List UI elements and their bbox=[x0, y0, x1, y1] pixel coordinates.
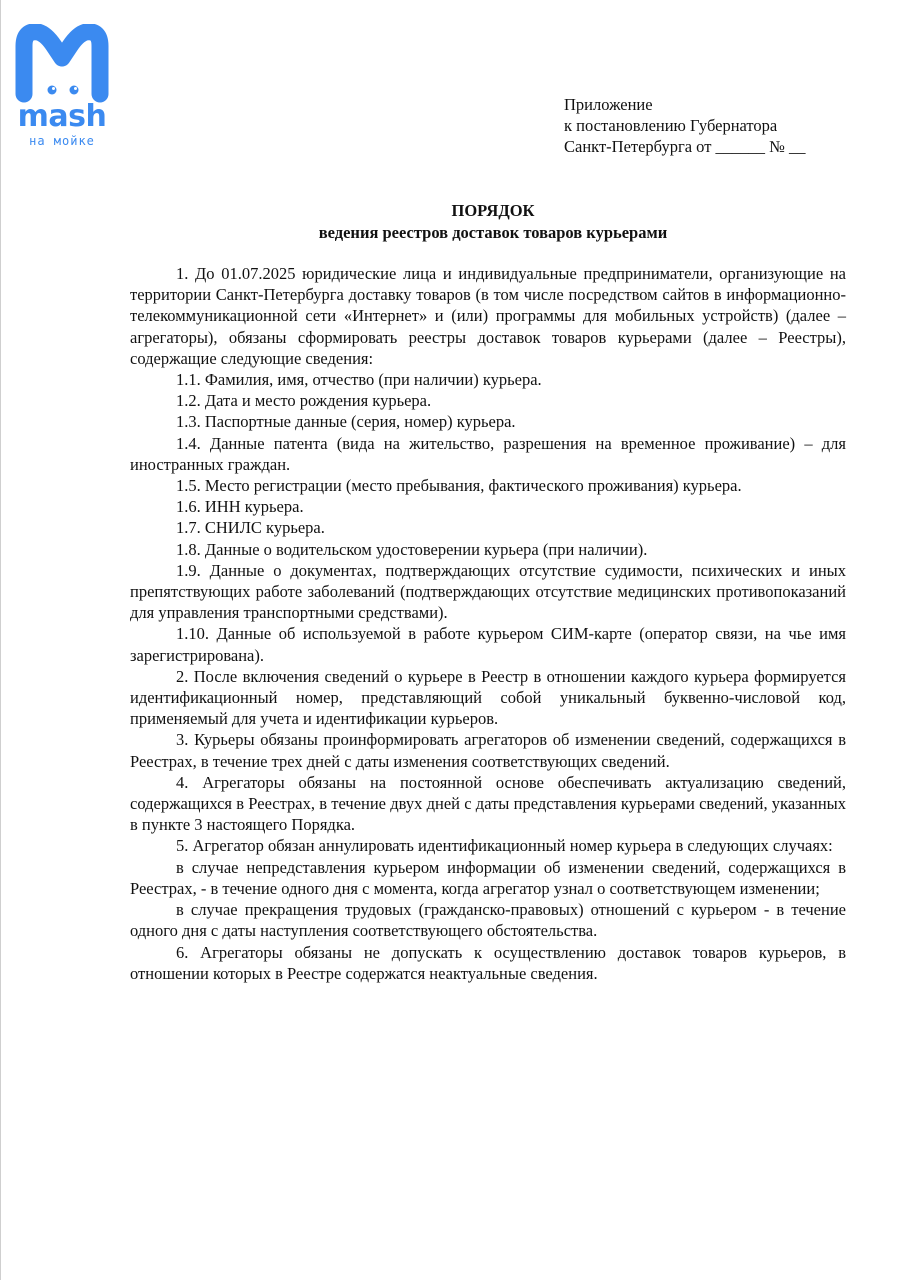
paragraph-5-case-2: в случае прекращения трудовых (гражданско-правовых) отношений с курьером - в течение одного дня с даты наступления соответствующего обстоятельства. bbox=[130, 900, 846, 941]
mash-logo bbox=[14, 24, 110, 148]
paragraph-1-6: 1.6. ИНН курьера. bbox=[176, 497, 304, 517]
logo-subtitle: на мойке bbox=[29, 134, 95, 148]
paragraph-6: 6. Агрегаторы обязаны не допускать к осуществлению доставок товаров курьеров, в отношении которых в Реестре содержатся неактуальные сведения. bbox=[130, 942, 846, 983]
paragraph-1-7: 1.7. СНИЛС курьера. bbox=[176, 518, 325, 538]
document-body bbox=[130, 263, 846, 984]
paragraph-1-4: 1.4. Данные патента (вида на жительство, разрешения на временное проживание) – для иностранных граждан. bbox=[130, 433, 846, 474]
appendix-header bbox=[564, 94, 806, 157]
paragraph-1-8: 1.8. Данные о водительском удостоверении курьера (при наличии). bbox=[176, 539, 648, 559]
appendix-line: Приложение bbox=[564, 95, 653, 114]
paragraph-4: 4. Агрегаторы обязаны на постоянной основе обеспечивать актуализацию сведений, содержащихся в Реестрах, в течение двух дней с даты представления курьерами сведений, указанных в пункте 3 настоящего Порядка. bbox=[130, 772, 846, 835]
paragraph-3: 3. Курьеры обязаны проинформировать агрегаторов об изменении сведений, содержащихся в Реестрах, в течение трех дней с даты изменения соответствующих сведений. bbox=[130, 730, 846, 771]
paragraph-5-case-1: в случае непредставления курьером информации об изменении сведений, содержащихся в Реестрах, - в течение одного дня с момента, когда агрегатор узнал о соответствующем изменении; bbox=[130, 857, 846, 898]
paragraph-1-3: 1.3. Паспортные данные (серия, номер) курьера. bbox=[176, 412, 516, 432]
paragraph-2: 2. После включения сведений о курьере в Реестр в отношении каждого курьера формируется идентификационный номер, представляющий собой уникальный буквенно-числовой код, применяемый для учета и идентификации курьеров. bbox=[130, 666, 846, 729]
paragraph-1: 1. До 01.07.2025 юридические лица и индивидуальные предприниматели, организующие на территории Санкт-Петербурга доставку товаров (в том числе посредством сайтов в информационно-телекоммуникационной сети «Интернет» и (или) программы для мобильных устройств) (далее – агрегаторы), обязаны сформировать реестры доставок товаров курьерами (далее – Реестры), содержащие следующие сведения: bbox=[130, 264, 846, 368]
paragraph-1-1: 1.1. Фамилия, имя, отчество (при наличии) курьера. bbox=[176, 370, 542, 390]
document-title: ПОРЯДОК bbox=[451, 201, 535, 220]
paragraph-5: 5. Агрегатор обязан аннулировать идентификационный номер курьера в следующих случаях: bbox=[176, 836, 833, 856]
mash-m-icon bbox=[14, 24, 110, 104]
paragraph-1-10: 1.10. Данные об используемой в работе курьером СИМ-карте (оператор связи, на чье имя зарегистрирована). bbox=[130, 624, 846, 665]
paragraph-1-2: 1.2. Дата и место рождения курьера. bbox=[176, 391, 432, 411]
paragraph-1-5: 1.5. Место регистрации (место пребывания, фактического проживания) курьера. bbox=[176, 476, 742, 496]
logo-wordmark: mash bbox=[17, 99, 107, 134]
paragraph-1-9: 1.9. Данные о документах, подтверждающих отсутствие судимости, психических и иных препятствующих работе заболеваний (подтверждающих отсутствие медицинских противопоказаний для управления транспортными средствами). bbox=[130, 560, 846, 623]
appendix-line: к постановлению Губернатора bbox=[564, 116, 778, 135]
document-subtitle: ведения реестров доставок товаров курьерами bbox=[318, 223, 668, 242]
appendix-line: Санкт-Петербурга от ______ № __ bbox=[564, 137, 806, 156]
page-left-border bbox=[0, 0, 1, 1280]
